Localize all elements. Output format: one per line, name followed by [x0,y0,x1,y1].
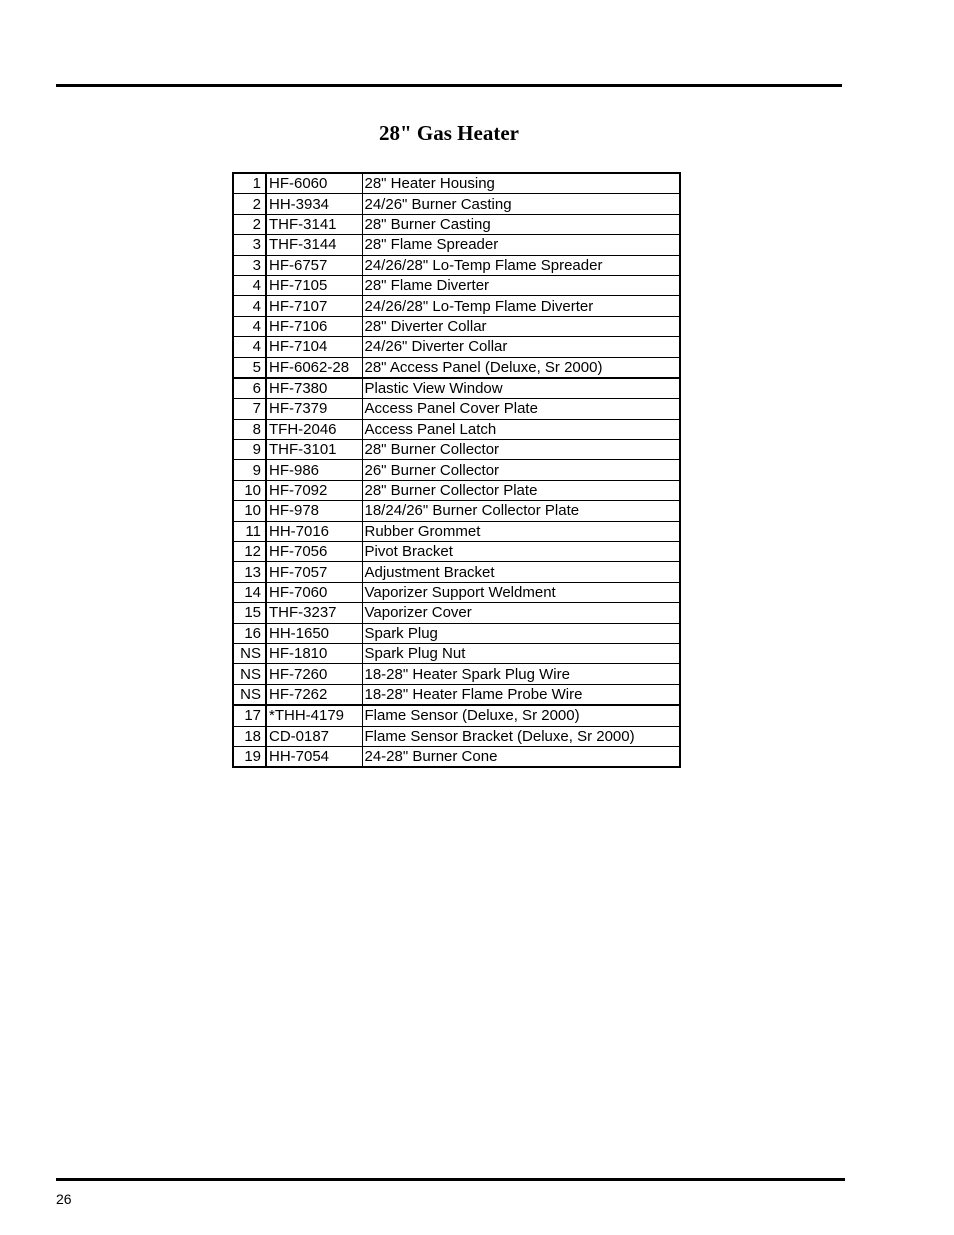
table-row [233,419,680,439]
description-cell: 24/26/28" Lo-Temp Flame Spreader [362,255,680,275]
part-number-cell: HH-3934 [266,194,362,214]
table-row [233,664,680,684]
ref-cell: 4 [233,337,266,357]
description-cell: 28" Burner Collector [362,440,680,460]
table-row [233,255,680,275]
part-number-cell: THF-3141 [266,214,362,234]
part-number-cell: HH-7054 [266,746,362,767]
ref-cell: 4 [233,316,266,336]
ref-cell: 3 [233,255,266,275]
part-number-cell: TFH-2046 [266,419,362,439]
part-number-cell: *THH-4179 [266,705,362,726]
table-row [233,440,680,460]
part-number-cell: THF-3237 [266,603,362,623]
ref-cell: 19 [233,746,266,767]
ref-cell: 10 [233,501,266,521]
part-number-cell: HF-7260 [266,664,362,684]
table-row [233,705,680,726]
ref-cell: 8 [233,419,266,439]
description-cell: Plastic View Window [362,378,680,399]
ref-cell: NS [233,664,266,684]
table-row [233,357,680,378]
table-row [233,194,680,214]
description-cell: 28" Diverter Collar [362,316,680,336]
part-number-cell: THF-3101 [266,440,362,460]
page-title: 28" Gas Heater [379,121,519,145]
ref-cell: 12 [233,542,266,562]
table-row [233,603,680,623]
table-row [233,643,680,663]
description-cell: Vaporizer Support Weldment [362,582,680,602]
part-number-cell: HF-7106 [266,316,362,336]
table-row [233,214,680,234]
table-row [233,460,680,480]
table-row [233,296,680,316]
bottom-rule [56,1178,845,1181]
description-cell: Flame Sensor Bracket (Deluxe, Sr 2000) [362,726,680,746]
description-cell: 28" Burner Casting [362,214,680,234]
description-cell: 24/26" Diverter Collar [362,337,680,357]
ref-cell: 13 [233,562,266,582]
description-cell: Spark Plug [362,623,680,643]
table-row [233,173,680,194]
table-row [233,684,680,705]
parts-table [232,172,681,768]
ref-cell: 18 [233,726,266,746]
part-number-cell: HF-7379 [266,399,362,419]
table-row [233,746,680,767]
part-number-cell: HF-1810 [266,643,362,663]
parts-table-body [233,173,680,767]
description-cell: 28" Flame Spreader [362,235,680,255]
part-number-cell: HF-6757 [266,255,362,275]
description-cell: 18-28" Heater Spark Plug Wire [362,664,680,684]
description-cell: 24-28" Burner Cone [362,746,680,767]
table-row [233,275,680,295]
part-number-cell: HF-978 [266,501,362,521]
table-row [233,521,680,541]
description-cell: 28" Flame Diverter [362,275,680,295]
part-number-cell: HF-7060 [266,582,362,602]
table-row [233,542,680,562]
part-number-cell: CD-0187 [266,726,362,746]
description-cell: 26" Burner Collector [362,460,680,480]
description-cell: Vaporizer Cover [362,603,680,623]
part-number-cell: HF-7380 [266,378,362,399]
description-cell: Adjustment Bracket [362,562,680,582]
ref-cell: 16 [233,623,266,643]
table-row [233,562,680,582]
ref-cell: 1 [233,173,266,194]
ref-cell: 17 [233,705,266,726]
ref-cell: 10 [233,480,266,500]
ref-cell: 11 [233,521,266,541]
table-row [233,378,680,399]
part-number-cell: HF-986 [266,460,362,480]
part-number-cell: HF-7056 [266,542,362,562]
ref-cell: 6 [233,378,266,399]
ref-cell: 4 [233,275,266,295]
table-row [233,235,680,255]
part-number-cell: HF-7262 [266,684,362,705]
part-number-cell: HF-6062-28 [266,357,362,378]
ref-cell: 4 [233,296,266,316]
part-number-cell: HF-7092 [266,480,362,500]
ref-cell: 9 [233,460,266,480]
table-row [233,337,680,357]
description-cell: Spark Plug Nut [362,643,680,663]
ref-cell: 14 [233,582,266,602]
description-cell: 18/24/26" Burner Collector Plate [362,501,680,521]
table-row [233,501,680,521]
description-cell: Access Panel Latch [362,419,680,439]
ref-cell: 3 [233,235,266,255]
ref-cell: 2 [233,194,266,214]
table-row [233,399,680,419]
ref-cell: 15 [233,603,266,623]
description-cell: Pivot Bracket [362,542,680,562]
description-cell: 28" Heater Housing [362,173,680,194]
description-cell: 24/26/28" Lo-Temp Flame Diverter [362,296,680,316]
part-number-cell: THF-3144 [266,235,362,255]
description-cell: Rubber Grommet [362,521,680,541]
description-cell: Access Panel Cover Plate [362,399,680,419]
table-row [233,582,680,602]
ref-cell: NS [233,643,266,663]
part-number-cell: HF-7107 [266,296,362,316]
page-number: 26 [56,1191,72,1207]
top-rule [56,84,842,87]
description-cell: 28" Access Panel (Deluxe, Sr 2000) [362,357,680,378]
part-number-cell: HH-1650 [266,623,362,643]
part-number-cell: HF-7105 [266,275,362,295]
ref-cell: NS [233,684,266,705]
description-cell: 28" Burner Collector Plate [362,480,680,500]
ref-cell: 5 [233,357,266,378]
table-row [233,726,680,746]
description-cell: Flame Sensor (Deluxe, Sr 2000) [362,705,680,726]
part-number-cell: HF-7104 [266,337,362,357]
part-number-cell: HH-7016 [266,521,362,541]
ref-cell: 2 [233,214,266,234]
table-row [233,480,680,500]
part-number-cell: HF-7057 [266,562,362,582]
ref-cell: 9 [233,440,266,460]
part-number-cell: HF-6060 [266,173,362,194]
description-cell: 18-28" Heater Flame Probe Wire [362,684,680,705]
ref-cell: 7 [233,399,266,419]
description-cell: 24/26" Burner Casting [362,194,680,214]
table-row [233,623,680,643]
table-row [233,316,680,336]
